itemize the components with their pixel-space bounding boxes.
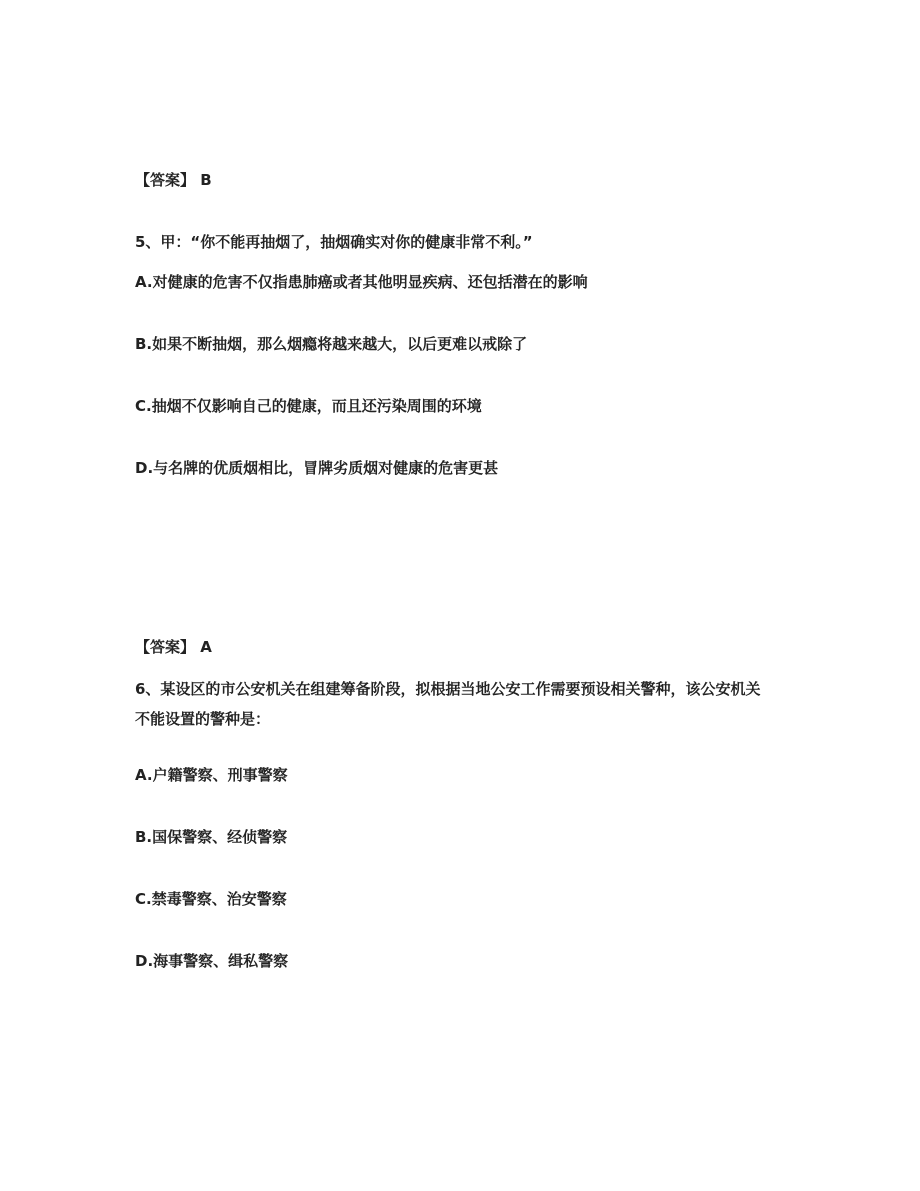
question-6-text: 6、某设区的市公安机关在组建筹备阶段，拟根据当地公安工作需要预设相关警种，该公安机关不能设置的警种是： <box>135 680 761 728</box>
question-6-option-d: D.海事警察、缉私警察 <box>135 952 289 970</box>
question-5-option-c: C.抽烟不仅影响自己的健康，而且还污染周围的环境 <box>135 397 482 415</box>
question-5-option-d: D.与名牌的优质烟相比，冒牌劣质烟对健康的危害更甚 <box>135 459 499 477</box>
answer-label-a: 【答案】 A <box>135 638 212 656</box>
answer-label-b: 【答案】 B <box>135 171 212 189</box>
question-5-option-b: B.如果不断抽烟，那么烟瘾将越来越大，以后更难以戒除了 <box>135 335 528 353</box>
question-6-option-b: B.国保警察、经侦警察 <box>135 828 288 846</box>
question-6-option-a: A.户籍警察、刑事警察 <box>135 766 288 784</box>
question-5-text: 5、甲：“你不能再抽烟了，抽烟确实对你的健康非常不利。” <box>135 233 533 251</box>
question-5-option-a: A.对健康的危害不仅指患肺癌或者其他明显疾病、还包括潜在的影响 <box>135 273 588 291</box>
question-6-option-c: C.禁毒警察、治安警察 <box>135 890 287 908</box>
